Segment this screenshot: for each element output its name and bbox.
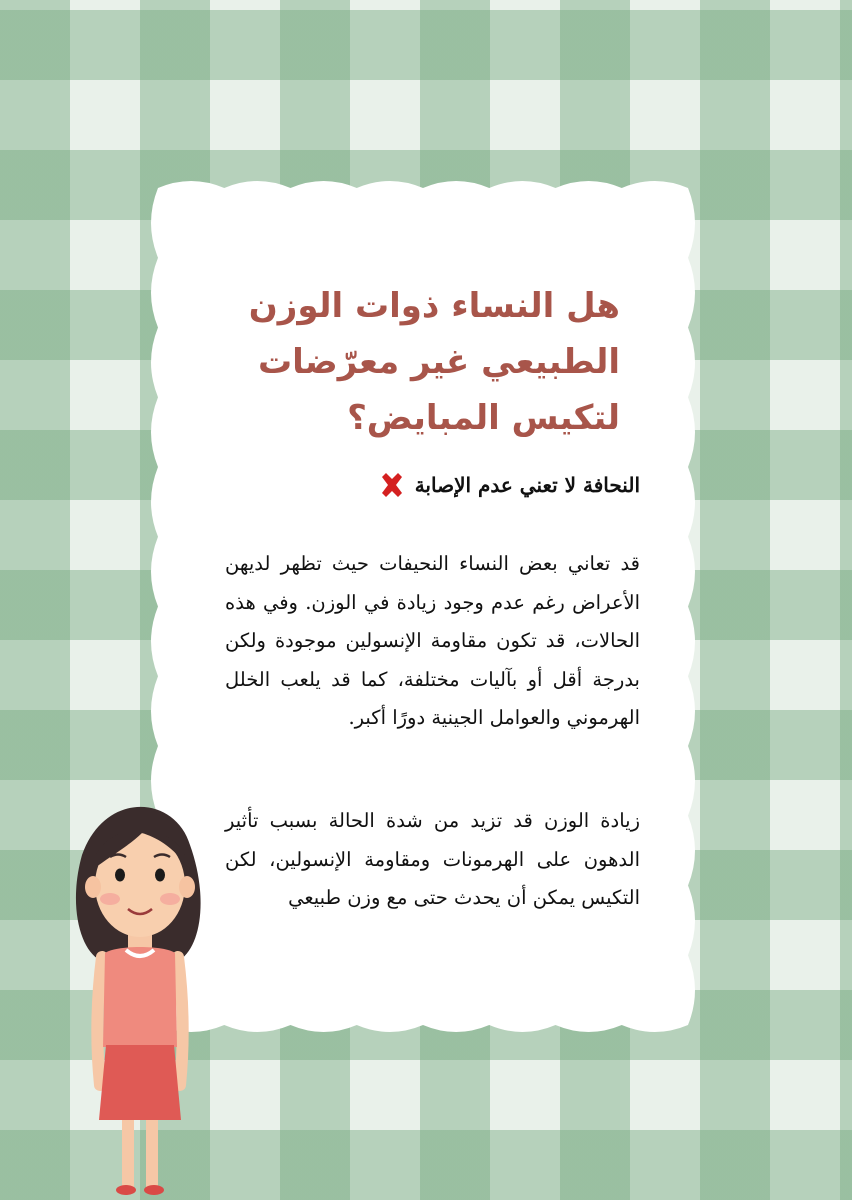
- paragraph-weight-gain: زيادة الوزن قد تزيد من شدة الحالة بسبب تأثير الدهون على الهرمونات ومقاومة الإنسولين، لكن التكيس يمكن أن يحدث حتى مع وزن طبيعي: [225, 809, 640, 909]
- woman-illustration: [60, 785, 220, 1200]
- paragraph-thin-women: قد تعاني بعض النساء النحيفات حيث تظهر لديهن الأعراض رغم عدم وجود زيادة في الوزن. وفي هذه الحالات، قد تكون مقاومة الإنسولين موجودة ولكن بدرجة أقل أو بآليات مختلفة، كما قد يلعب الخلل الهرموني والعوامل الجينية دورًا أكبر.: [225, 552, 640, 729]
- subheading-text: النحافة لا تعني عدم الإصابة: [414, 473, 640, 497]
- cross-mark-icon: [377, 470, 407, 500]
- subheading: [330, 470, 640, 500]
- page-title: هل النساء ذوات الوزن الطبيعي غير معرّضات لتكيس المبايض؟: [248, 286, 620, 438]
